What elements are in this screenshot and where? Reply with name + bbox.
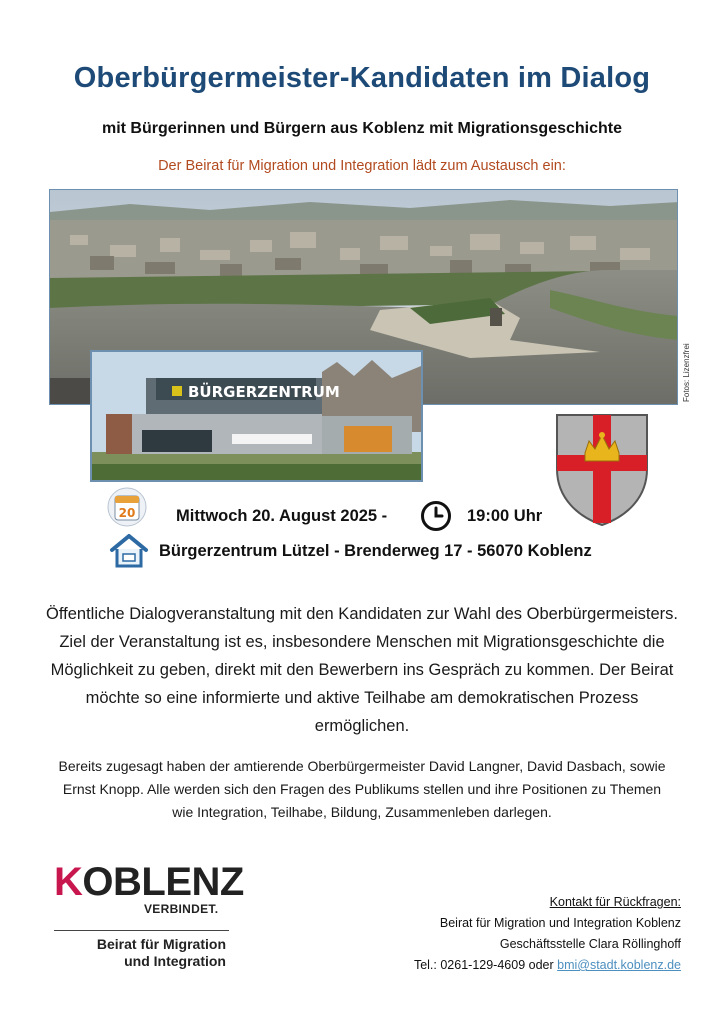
logo-divider [54,930,229,931]
logo-tagline: VERBINDET. [144,902,219,916]
event-date: Mittwoch 20. August 2025 - [176,507,388,525]
koblenz-logo [54,860,244,980]
building-sign: BÜRGERZENTRUM [188,383,340,401]
home-icon [109,533,149,569]
page-title: Oberbürgermeister-Kandidaten im Dialog [73,62,651,94]
subtitle: mit Bürgerinnen und Bürgern aus Koblenz mit Migrationsgeschichte [101,120,623,137]
event-description: Öffentliche Dialogveranstaltung mit den Kandidaten zur Wahl des Oberbürgermeisters. Ziel der Veranstaltung ist es, insbesondere Menschen mit Migrationsgeschichte die Möglichkeit zu geben, direkt mit den Bewerbern ins Gespräch zu kommen. Der Beirat möchte so eine informierte und aktive Teilhabe am demokratischen Prozess ermöglichen. [46,605,678,735]
calendar-icon [107,487,147,527]
calendar-day: 20 [118,506,136,520]
invitation-text: Der Beirat für Migration und Integration lädt zum Austausch ein: [158,158,566,174]
contact-organisation: Beirat für Migration und Integration Koblenz [439,916,681,930]
confirmed-participants: Bereits zugesagt haben der amtierende Oberbürgermeister David Langner, David Dasbach, sowie Ernst Knopp. Alle werden sich den Fragen des Publikums stellen und ihre Positionen zu Themen wie Integration, Teilhabe, Bildung, Zusammenleben darlegen. [58,758,666,820]
contact-heading: Kontakt für Rückfragen: [549,895,681,909]
buergerzentrum-photo [90,350,423,482]
clock-icon [420,500,452,532]
contact-phone-line [414,955,681,976]
contact-email-link[interactable]: bmi@stadt.koblenz.de [557,958,681,972]
event-location: Bürgerzentrum Lützel - Brenderweg 17 - 56070 Koblenz [159,542,592,560]
photo-credit: Fotos: Lizenzfrei [682,343,691,402]
event-time: 19:00 Uhr [467,507,543,525]
logo-organisation: Beirat für Migration und Integration [96,936,226,969]
coat-of-arms [555,413,649,527]
contact-block [414,892,681,976]
contact-phone: Tel.: 0261-129-4609 oder [413,958,558,972]
logo-wordmark: KOBLENZ [54,860,244,904]
contact-office: Geschäftsstelle Clara Röllinghoff [499,937,681,951]
